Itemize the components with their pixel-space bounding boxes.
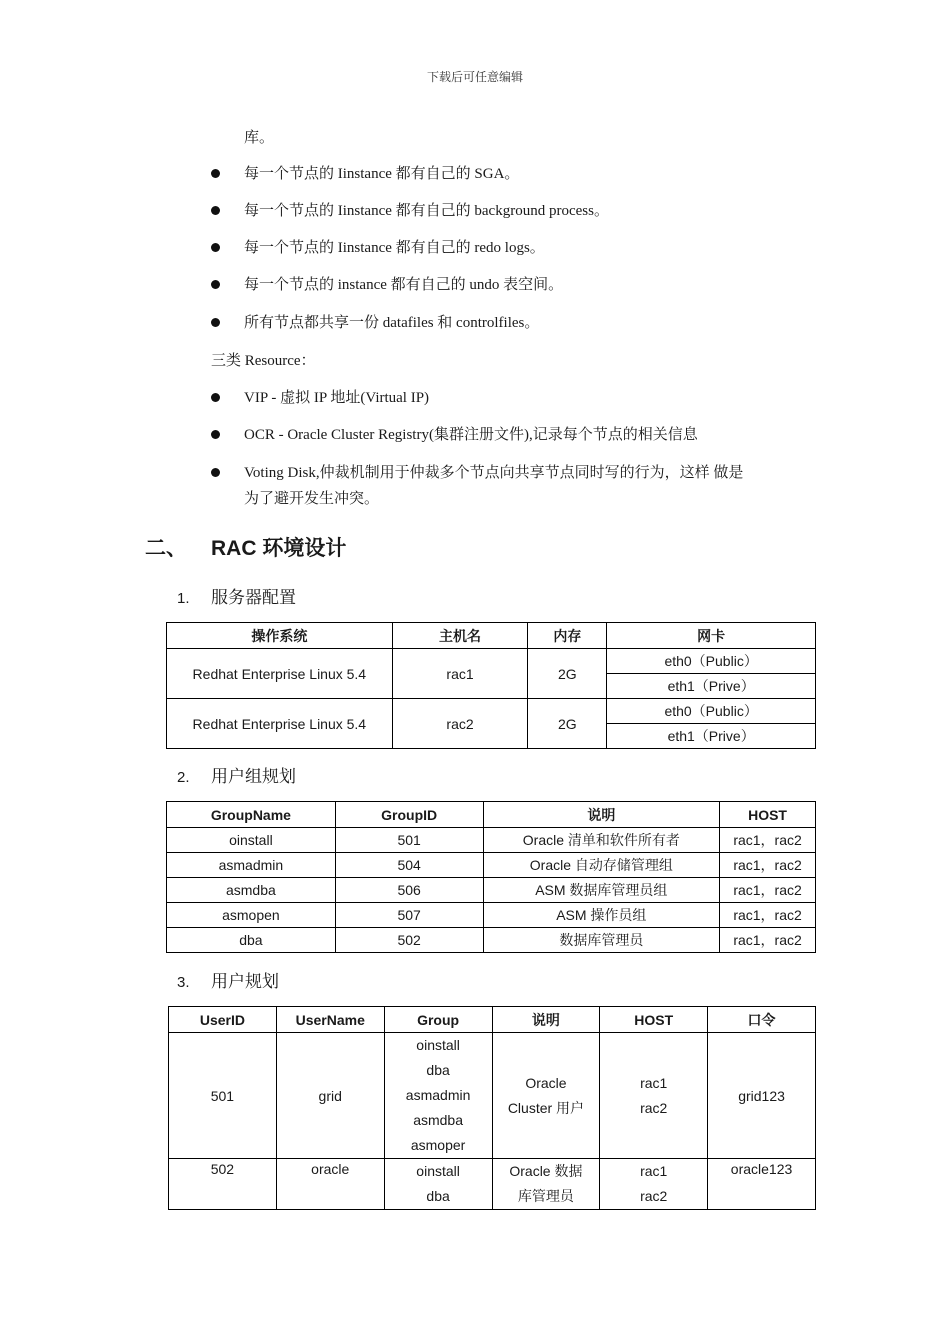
table-header: 内存 [528,623,607,649]
group-value: asmoper [410,1137,466,1153]
user-id-cell: 502 [169,1159,277,1210]
subsection-number: 2. [177,769,190,786]
list-item: 每一个节点的 Iinstance 都有自己的 background process。 [244,203,609,219]
group-id-cell: 506 [335,878,483,903]
os-cell: Redhat Enterprise Linux 5.4 [167,699,393,749]
table-header: UserID [169,1007,277,1033]
table-row [167,878,816,903]
group-value: oinstall [416,1037,460,1053]
host-cell: rac1，rac2 [720,878,816,903]
description-line: Cluster 用户 [507,1099,585,1116]
table-row [169,1033,816,1159]
table-header: 网卡 [607,623,816,649]
table-header: 说明 [492,1007,600,1033]
bullet-icon [211,280,220,289]
host-value: rac2 [640,1188,668,1204]
list-item: Voting Disk,仲裁机制用于仲裁多个节点向共享节点同时写的行为，这样 做是 [244,465,744,481]
subsection-number: 1. [177,590,190,607]
table-header: Group [384,1007,492,1033]
server-config-table [166,622,816,749]
description-cell: ASM 数据库管理员组 [483,878,720,903]
bullet-icon [211,206,220,215]
group-name-cell: oinstall [167,828,336,853]
host-cell: rac1，rac2 [720,903,816,928]
group-name-cell: dba [167,928,336,953]
section-title: RAC 环境设计 [211,537,347,560]
description-line: Oracle [525,1074,567,1091]
table-header: UserName [276,1007,384,1033]
list-item: 每一个节点的 instance 都有自己的 undo 表空间。 [244,277,564,293]
password-cell: oracle123 [708,1159,816,1210]
groups-cell [384,1033,492,1159]
table-row [167,649,816,674]
hostname-cell: rac2 [392,699,528,749]
user-id-cell: 501 [169,1033,277,1159]
table-header: 操作系统 [167,623,393,649]
table-row [167,699,816,724]
host-cell [600,1159,708,1210]
continuation-text: 库。 [244,130,275,146]
resource-intro: 三类 Resource： [211,353,316,369]
list-item: 每一个节点的 Iinstance 都有自己的 redo logs。 [244,240,545,256]
subsection-heading [177,971,279,994]
user-name-cell: oracle [276,1159,384,1210]
description-line: 库管理员 [517,1188,574,1204]
host-cell: rac1，rac2 [720,853,816,878]
bullet-icon [211,243,220,252]
host-value: rac2 [640,1099,668,1116]
group-id-cell: 507 [335,903,483,928]
group-value: oinstall [416,1163,460,1179]
memory-cell: 2G [528,649,607,699]
bullet-icon [211,468,220,477]
description-line: Oracle 数据 [509,1163,583,1179]
group-name-cell: asmopen [167,903,336,928]
description-cell: Oracle 自动存储管理组 [483,853,720,878]
subsection-heading [177,766,296,789]
subsection-title: 服务器配置 [211,588,296,607]
subsection-number: 3. [177,974,190,991]
user-group-table [166,801,816,953]
group-value: dba [426,1062,450,1078]
password-cell: grid123 [708,1033,816,1159]
table-row [167,903,816,928]
description-cell: Oracle 清单和软件所有者 [483,828,720,853]
subsection-title: 用户规划 [211,972,279,991]
table-header: GroupID [335,802,483,828]
os-cell: Redhat Enterprise Linux 5.4 [167,649,393,699]
host-cell: rac1，rac2 [720,828,816,853]
group-id-cell: 501 [335,828,483,853]
bullet-icon [211,169,220,178]
table-header: GroupName [167,802,336,828]
table-header: HOST [720,802,816,828]
group-value: asmdba [413,1112,463,1128]
nic-cell: eth0（Public） [607,649,816,674]
table-row [167,828,816,853]
list-item-continuation: 为了避开发生冲突。 [244,491,380,507]
description-cell [492,1033,600,1159]
bullet-icon [211,393,220,402]
nic-cell: eth1（Prive） [607,724,816,749]
user-plan-table [168,1006,816,1210]
list-item: 每一个节点的 Iinstance 都有自己的 SGA。 [244,166,520,182]
table-row [167,928,816,953]
description-cell: ASM 操作员组 [483,903,720,928]
table-header: 说明 [483,802,720,828]
memory-cell: 2G [528,699,607,749]
list-item: VIP - 虚拟 IP 地址(Virtual IP) [244,390,430,406]
group-name-cell: asmdba [167,878,336,903]
group-value: dba [426,1188,450,1204]
host-value: rac1 [640,1074,668,1091]
table-row [169,1159,816,1210]
user-name-cell: grid [276,1033,384,1159]
group-id-cell: 502 [335,928,483,953]
nic-cell: eth1（Prive） [607,674,816,699]
host-cell: rac1，rac2 [720,928,816,953]
groups-cell [384,1159,492,1210]
host-cell [600,1033,708,1159]
description-cell: 数据库管理员 [483,928,720,953]
group-id-cell: 504 [335,853,483,878]
list-item: 所有节点都共享一份 datafiles 和 controlfiles。 [244,315,540,331]
table-header: 主机名 [392,623,528,649]
nic-cell: eth0（Public） [607,699,816,724]
bullet-icon [211,318,220,327]
list-item: OCR - Oracle Cluster Registry(集群注册文件),记录每个节点的相关信息 [244,427,698,443]
bullet-icon [211,430,220,439]
subsection-title: 用户组规划 [211,767,296,786]
group-name-cell: asmadmin [167,853,336,878]
description-cell [492,1159,600,1210]
host-value: rac1 [640,1163,668,1179]
group-value: asmadmin [405,1087,471,1103]
section-number: 二、 [145,537,187,560]
hostname-cell: rac1 [392,649,528,699]
table-header: 口令 [708,1007,816,1033]
subsection-heading [177,587,296,610]
table-header: HOST [600,1007,708,1033]
table-row [167,853,816,878]
page-header: 下载后可任意编辑 [426,70,523,84]
